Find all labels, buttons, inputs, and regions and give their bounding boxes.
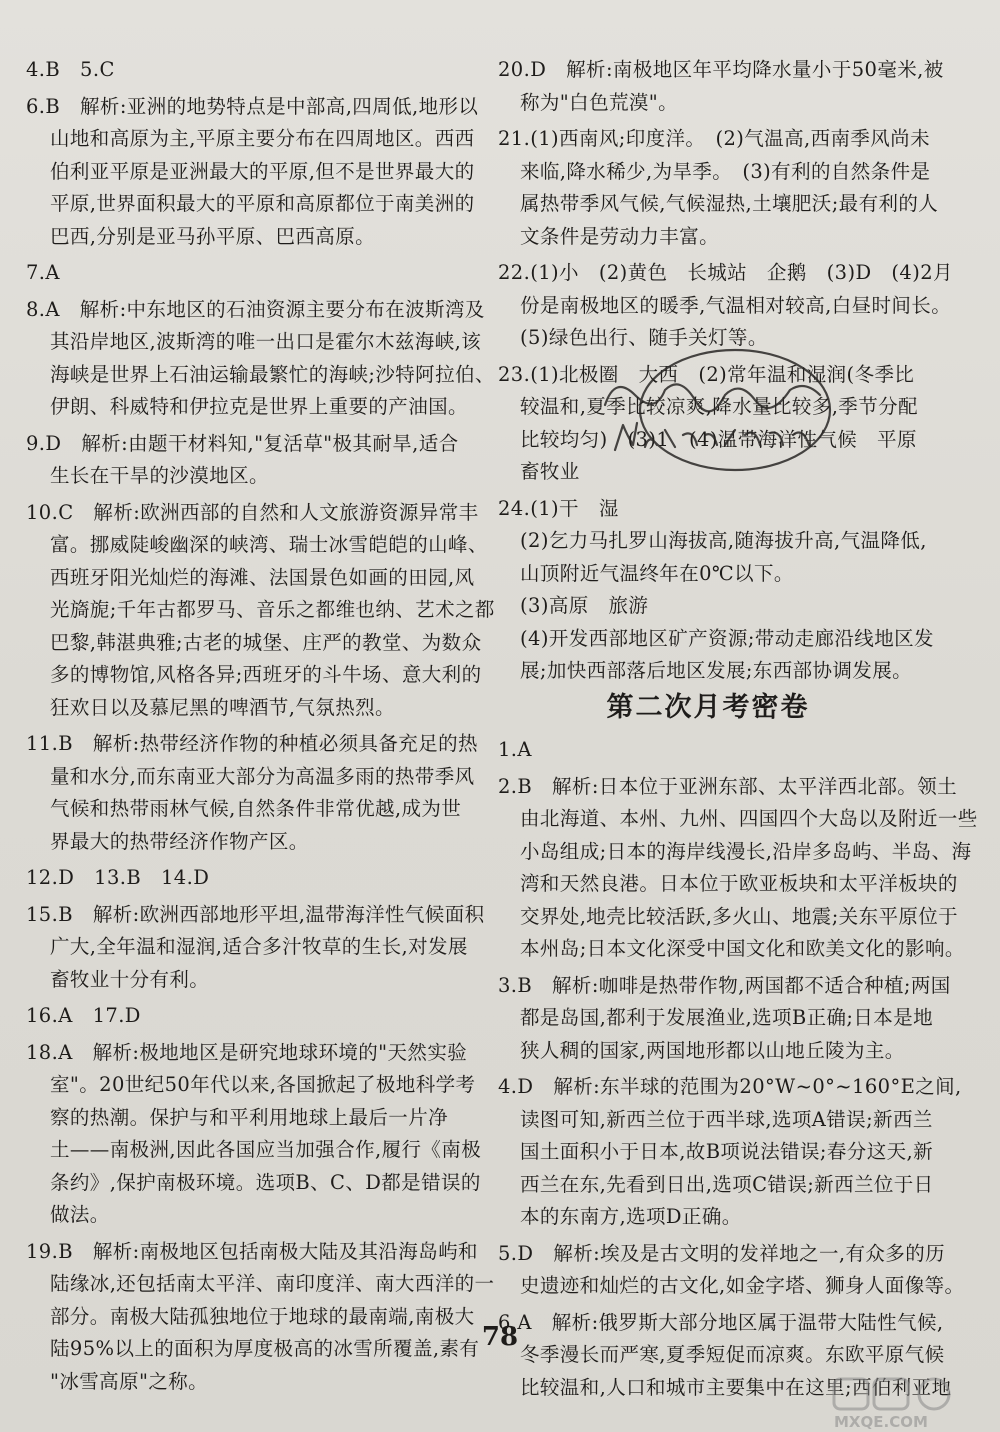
answer-line: 西兰在东,先看到日出,选项C错误;新西兰位于日 bbox=[520, 1172, 934, 1196]
page-number: 78 bbox=[481, 1322, 519, 1352]
svg-text:MXQE.COM: MXQE.COM bbox=[834, 1413, 928, 1430]
answer-entry bbox=[498, 1238, 965, 1303]
right-column bbox=[498, 54, 978, 1408]
answer-line: 平原,世界面积最大的平原和高原都位于南美洲的 bbox=[50, 192, 475, 215]
answer-line: 巴西,分别是亚马孙平原、巴西高原。 bbox=[50, 224, 375, 248]
answer-line: 本的东南方,选项D正确。 bbox=[520, 1205, 742, 1228]
answer-line: 1.A bbox=[498, 738, 532, 761]
answer-line: 湾和天然良港。日本位于欧亚板块和太平洋板块的 bbox=[520, 872, 958, 895]
answer-line: 10.C 解析:欧洲西部的自然和人文旅游资源异常丰 bbox=[26, 500, 479, 524]
answer-entry bbox=[498, 1071, 962, 1234]
answer-line: 生长在干旱的沙漠地区。 bbox=[50, 464, 269, 487]
answer-line: 界最大的热带经济作物产区。 bbox=[50, 829, 309, 853]
answer-line: 都是岛国,都利于发展渔业,选项B正确;日本是地 bbox=[520, 1006, 933, 1029]
answer-line: 察的热潮。保护与和平利用地球上最后一片净 bbox=[50, 1105, 449, 1129]
answer-line: 属热带季风气候,气候湿热,土壤肥沃;最有利的人 bbox=[520, 192, 939, 215]
answer-line: 其沿岸地区,波斯湾的唯一出口是霍尔木兹海峡,该 bbox=[50, 330, 482, 353]
answer-line: 24.(1)干 湿 bbox=[498, 496, 619, 520]
answer-entry bbox=[26, 899, 485, 997]
answer-line: 部分。南极大陆孤独地位于地球的最南端,南极大 bbox=[50, 1304, 475, 1328]
answer-entry bbox=[26, 54, 466, 87]
answer-line: 小岛组成;日本的海岸线漫长,沿岸多岛屿、半岛、海 bbox=[520, 839, 972, 863]
answer-line: 交界处,地壳比较活跃,多火山、地震;关东平原位于 bbox=[520, 904, 959, 928]
answer-entry bbox=[26, 1000, 466, 1033]
answer-line: 读图可知,新西兰位于西半球,选项A错误;新西兰 bbox=[520, 1107, 933, 1131]
left-column bbox=[26, 54, 495, 1402]
answer-line: (5)绿色出行、随手关灯等。 bbox=[520, 326, 768, 349]
answer-entry bbox=[26, 428, 466, 493]
answer-line: 狭人稠的国家,两国地形都以山地丘陵为主。 bbox=[520, 1038, 905, 1062]
answer-entry bbox=[26, 497, 495, 725]
right-column-section-answers bbox=[498, 734, 978, 1404]
answer-line: 4.D 解析:东半球的范围为20°W~0°~160°E之间, bbox=[498, 1075, 962, 1098]
answer-line: 6.B 解析:亚洲的地势特点是中部高,四周低,地形以 bbox=[26, 94, 479, 118]
answer-entry bbox=[26, 728, 478, 858]
answer-line: 2.B 解析:日本位于亚洲东部、太平洋西北部。领土 bbox=[498, 774, 958, 798]
answer-line: 西班牙阳光灿烂的海滩、法国景色如画的田园,风 bbox=[50, 565, 475, 589]
answer-entry bbox=[498, 771, 978, 966]
answer-line: 国土面积小于日本,故B项说法错误;春分这天,新 bbox=[520, 1140, 933, 1163]
answer-line: 室"。20世纪50年代以来,各国掀起了极地科学考 bbox=[50, 1073, 476, 1096]
answer-line: 畜牧业 bbox=[520, 460, 580, 483]
answer-line: 文条件是劳动力丰富。 bbox=[520, 224, 720, 248]
answer-line: 由北海道、本州、九州、四国四个大岛以及附近一些 bbox=[520, 807, 978, 830]
answer-line: 海峡是世界上石油运输最繁忙的海峡;沙特阿拉伯、 bbox=[50, 362, 495, 386]
answer-line: 较温和,夏季比较凉爽,降水量比较多,季节分配 bbox=[520, 395, 918, 418]
answer-line: 11.B 解析:热带经济作物的种植必须具备充足的热 bbox=[26, 732, 478, 755]
answer-line: 19.B 解析:南极地区包括南极大陆及其沿海岛屿和 bbox=[26, 1239, 478, 1263]
answer-line: 土——南极洲,因此各国应当加强合作,履行《南极 bbox=[50, 1138, 482, 1161]
answer-entry bbox=[498, 734, 918, 767]
answer-line: 5.D 解析:埃及是古文明的发祥地之一,有众多的历 bbox=[498, 1241, 946, 1265]
answer-line: 12.D 13.B 14.D bbox=[26, 866, 210, 889]
answer-line: 巴黎,韩湛典雅;古老的城堡、庄严的教堂、为数众 bbox=[50, 630, 482, 654]
answer-line: 陆95%以上的面积为厚度极高的冰雪所覆盖,素有 bbox=[50, 1337, 480, 1360]
answer-entry bbox=[26, 257, 466, 290]
answer-line: "冰雪高原"之称。 bbox=[50, 1369, 209, 1393]
answer-entry bbox=[26, 1236, 495, 1399]
answer-line: 做法。 bbox=[50, 1203, 110, 1226]
answer-line: 23.(1)北极圈 大西 (2)常年温和湿润(冬季比 bbox=[498, 362, 915, 386]
answer-line: 6.A 解析:俄罗斯大部分地区属于温带大陆性气候, bbox=[498, 1310, 944, 1334]
answer-line: 陆缘冰,还包括南太平洋、南印度洋、南大西洋的一 bbox=[50, 1272, 495, 1295]
answer-entry bbox=[26, 294, 495, 424]
handwritten-watermark bbox=[585, 335, 855, 475]
answer-line: (2)乞力马扎罗山海拔高,随海拔升高,气温降低, bbox=[520, 529, 927, 552]
answer-line: 伯利亚平原是亚洲最大的平原,但不是世界最大的 bbox=[50, 159, 475, 183]
answer-line: 本州岛;日本文化深受中国文化和欧美文化的影响。 bbox=[520, 937, 965, 960]
answer-line: 光旖旎;千年古都罗马、音乐之都维也纳、艺术之都 bbox=[50, 598, 495, 621]
answer-line: 多的博物馆,风格各异;西班牙的斗牛场、意大利的 bbox=[50, 663, 482, 686]
answer-entry bbox=[26, 91, 479, 254]
answer-line: 条约》,保护南极环境。选项B、C、D都是错误的 bbox=[50, 1170, 481, 1194]
answer-entry bbox=[498, 123, 939, 253]
answer-line: 展;加快西部落后地区发展;东西部协调发展。 bbox=[520, 659, 913, 682]
answer-line: 量和水分,而东南亚大部分为高温多雨的热带季风 bbox=[50, 764, 475, 788]
answer-entry bbox=[26, 1037, 482, 1232]
answer-line: 冬季漫长而严寒,夏季短促而凉爽。东欧平原气候 bbox=[520, 1343, 945, 1366]
answer-line: 21.(1)西南风;印度洋。 (2)气温高,西南季风尚未 bbox=[498, 127, 930, 150]
site-logo-watermark bbox=[830, 1375, 995, 1430]
answer-line: 广大,全年温和湿润,适合多汁牧草的生长,对发展 bbox=[50, 935, 468, 958]
answer-line: 15.B 解析:欧洲西部地形平坦,温带海洋性气候面积 bbox=[26, 902, 485, 926]
answer-entry bbox=[26, 862, 466, 895]
answer-line: 畜牧业十分有利。 bbox=[50, 967, 210, 991]
answer-line: 称为"白色荒漠"。 bbox=[520, 90, 679, 114]
answer-line: 份是南极地区的暖季,气温相对较高,白昼时间长。 bbox=[520, 293, 952, 317]
answer-entry bbox=[498, 970, 951, 1068]
answer-line: 4.B 5.C bbox=[26, 58, 115, 81]
answer-line: 伊朗、科威特和伊拉克是世界上重要的产油国。 bbox=[50, 395, 468, 418]
answer-entry bbox=[498, 493, 934, 688]
answer-line: 8.A 解析:中东地区的石油资源主要分布在波斯湾及 bbox=[26, 297, 485, 321]
answer-line: 比较温和,人口和城市主要集中在这里;西伯利亚地 bbox=[520, 1375, 952, 1399]
answer-line: 比较均匀) (3)1 (4)温带海洋性气候 平原 bbox=[520, 427, 917, 451]
answer-line: 山地和高原为主,平原主要分布在四周地区。西西 bbox=[50, 127, 475, 150]
answer-line: 气候和热带雨林气候,自然条件非常优越,成为世 bbox=[50, 797, 462, 820]
answer-line: 18.A 解析:极地地区是研究地球环境的"天然实验 bbox=[26, 1040, 468, 1064]
answer-line: (3)高原 旅游 bbox=[520, 594, 649, 617]
section-title: 第二次月考密卷 bbox=[606, 691, 810, 723]
answer-line: 3.B 解析:咖啡是热带作物,两国都不适合种植;两国 bbox=[498, 973, 951, 997]
answer-entry bbox=[498, 54, 944, 119]
answer-line: 16.A 17.D bbox=[26, 1004, 141, 1027]
answer-line: 狂欢日以及慕尼黑的啤酒节,气氛热烈。 bbox=[50, 695, 395, 719]
answer-line: 山顶附近气温终年在0℃以下。 bbox=[520, 561, 794, 585]
answer-line: 7.A bbox=[26, 261, 60, 284]
answer-line: 史遗迹和灿烂的古文化,如金字塔、狮身人面像等。 bbox=[520, 1274, 965, 1297]
answer-line: 9.D 解析:由题干材料知,"复活草"极其耐旱,适合 bbox=[26, 431, 459, 455]
answer-line: (4)开发西部地区矿产资源;带动走廊沿线地区发 bbox=[520, 626, 934, 650]
answer-line: 富。挪威陡峻幽深的峡湾、瑞士冰雪皑皑的山峰、 bbox=[50, 533, 488, 556]
answer-line: 来临,降水稀少,为旱季。 (3)有利的自然条件是 bbox=[520, 159, 931, 183]
answer-line: 20.D 解析:南极地区年平均降水量小于50毫米,被 bbox=[498, 58, 944, 81]
answer-line: 22.(1)小 (2)黄色 长城站 企鹅 (3)D (4)2月 bbox=[498, 261, 953, 284]
